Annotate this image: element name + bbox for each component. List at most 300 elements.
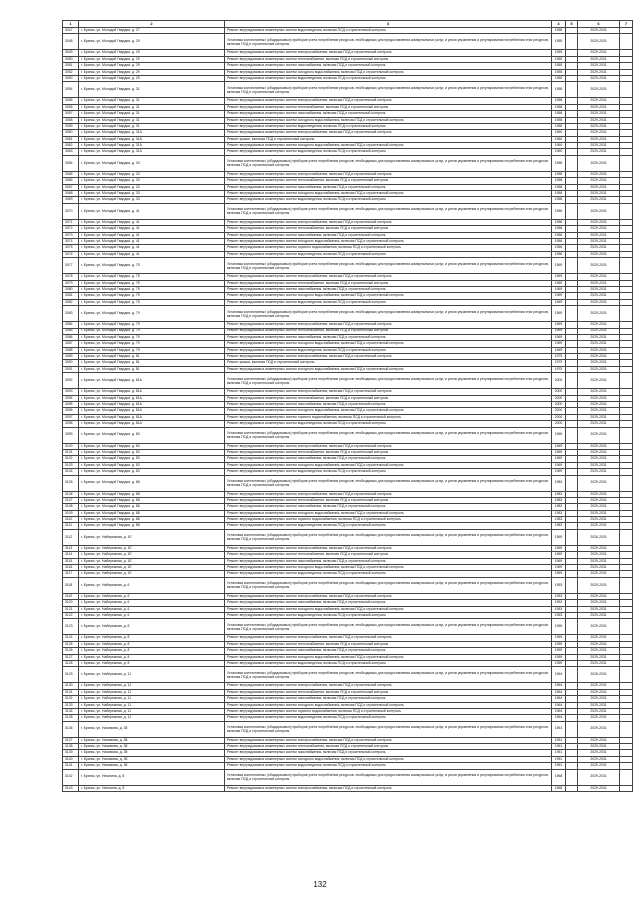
address-cell: г. Брянск, ул. Набережная, д. 8	[79, 648, 225, 654]
row-number: 3055	[63, 98, 79, 104]
row-number: 3077	[63, 258, 79, 274]
work-cell: Установка коллективных (общедомовых) приборов учета потребления ресурсов, необходимых для предоставления коммунальных услуг, и узлов управления и регулирования потребления этих ресурсов, включая ПСД и строительный контроль	[225, 203, 552, 219]
address-cell: г. Брянск, ул. Молодой Гвардии, д. 31	[79, 111, 225, 117]
year-cell: 1956	[552, 251, 566, 257]
period-cell: 2029-2031	[578, 750, 620, 756]
year-cell: 1968	[552, 785, 566, 791]
row-number: 3053	[63, 75, 79, 81]
period-cell: 2029-2031	[578, 82, 620, 98]
empty-cell	[620, 619, 633, 635]
address-cell: г. Брянск, ул. Молодой Гвардии, д. 83	[79, 427, 225, 443]
work-cell: Ремонт внутридомовых инженерных систем электроснабжения, включая ПСД и строительный контроль	[225, 737, 552, 743]
address-cell: г. Брянск, ул. Молодой Гвардии, д. 81А	[79, 395, 225, 401]
work-cell: Ремонт внутридомовых инженерных систем теплоснабжения, включая ПСД и строительный контроль	[225, 178, 552, 184]
work-cell: Ремонт внутридомовых инженерных систем газоснабжения, включая ПСД и строительный контроль	[225, 334, 552, 340]
year-cell: 1968	[552, 769, 566, 785]
period-cell: 2029-2031	[578, 414, 620, 420]
address-cell: г. Брянск, ул. Молодой Гвардии, д. 41	[79, 238, 225, 244]
work-cell: Ремонт внутридомовых инженерных систем водоотведения, включая ПСД и строительный контроль	[225, 469, 552, 475]
empty-cell	[620, 82, 633, 98]
address-cell: г. Брянск, ул. Молодой Гвардии, д. 33	[79, 171, 225, 177]
period-cell: 2029-2031	[578, 593, 620, 599]
work-cell: Ремонт внутридомовых инженерных систем горячего водоснабжения, включая ПСД и строительный контроль	[225, 245, 552, 251]
year-cell: 1958	[552, 191, 566, 197]
work-cell: Ремонт внутридомовых инженерных систем водоотведения, включая ПСД и строительный контроль	[225, 660, 552, 666]
period-cell: 2029-2031	[578, 354, 620, 360]
period-cell: 2029-2031	[578, 648, 620, 654]
table-row	[63, 203, 633, 219]
year-cell: 1969	[552, 286, 566, 292]
row-number: 3127	[63, 654, 79, 660]
period-cell: 2029-2031	[578, 654, 620, 660]
period-cell: 2029-2031	[578, 123, 620, 129]
period-cell: 2029-2031	[578, 635, 620, 641]
table-row	[63, 34, 633, 50]
empty-cell	[566, 306, 578, 322]
year-cell: 1969	[552, 469, 566, 475]
work-cell: Установка коллективных (общедомовых) приборов учета потребления ресурсов, необходимых для предоставления коммунальных услуг, и узлов управления и регулирования потребления этих ресурсов, включая ПСД и строительный контроль	[225, 529, 552, 545]
row-number: 3058	[63, 117, 79, 123]
work-cell: Ремонт внутридомовых инженерных систем водоотведения, включая ПСД и строительный контроль	[225, 28, 552, 34]
address-cell: г. Брянск, ул. Набережная, д. 8	[79, 635, 225, 641]
work-cell: Ремонт внутридомовых инженерных систем электроснабжения, включая ПСД и строительный контроль	[225, 274, 552, 280]
row-number: 3065	[63, 171, 79, 177]
year-cell: 2000	[552, 402, 566, 408]
work-cell: Ремонт внутридомовых инженерных систем теплоснабжения, включая ПСД и строительный контроль	[225, 744, 552, 750]
work-cell: Ремонт внутридомовых инженерных систем водоотведения, включая ПСД и строительный контроль	[225, 421, 552, 427]
period-cell: 2029-2031	[578, 341, 620, 347]
period-cell: 2029-2031	[578, 75, 620, 81]
address-cell: г. Брянск, ул. Молодой Гвардии, д. 41	[79, 245, 225, 251]
period-cell: 2029-2031	[578, 322, 620, 328]
table-row	[63, 785, 633, 791]
table-row	[63, 306, 633, 322]
year-cell: 1969	[552, 427, 566, 443]
year-cell: 1951	[552, 750, 566, 756]
year-cell: 1959	[552, 619, 566, 635]
work-cell: Установка коллективных (общедомовых) приборов учета потребления ресурсов, необходимых для предоставления коммунальных услуг, и узлов управления и регулирования потребления этих ресурсов, включая ПСД и строительный контроль	[225, 721, 552, 737]
empty-cell	[620, 475, 633, 491]
year-cell: 1964	[552, 683, 566, 689]
header-cell: 5	[566, 21, 578, 28]
work-cell: Ремонт внутридомовых инженерных систем холодного водоснабжения, включая ПСД и строительный контроль	[225, 143, 552, 149]
address-cell: г. Брянск, ул. Молодой Гвардии, д. 81А	[79, 373, 225, 389]
row-number: 3141	[63, 763, 79, 769]
period-cell: 2029-2031	[578, 600, 620, 606]
period-cell: 2029-2031	[578, 462, 620, 468]
work-cell: Ремонт внутридомовых инженерных систем холодного водоснабжения, включая ПСД и строительный контроль	[225, 341, 552, 347]
row-number: 3093	[63, 389, 79, 395]
address-cell: г. Брянск, ул. Молодой Гвардии, д. 31А	[79, 136, 225, 142]
work-cell: Ремонт внутридомовых инженерных систем газоснабжения, включая ПСД и строительный контроль	[225, 696, 552, 702]
period-cell: 2029-2031	[578, 660, 620, 666]
year-cell: 1958	[552, 111, 566, 117]
address-cell: г. Брянск, ул. Молодой Гвардии, д. 41	[79, 232, 225, 238]
row-number: 3092	[63, 373, 79, 389]
year-cell: 1959	[552, 654, 566, 660]
work-cell: Установка коллективных (общедомовых) приборов учета потребления ресурсов, необходимых для предоставления коммунальных услуг, и узлов управления и регулирования потребления этих ресурсов, включая ПСД и строительный контроль	[225, 667, 552, 683]
year-cell: 1956	[552, 226, 566, 232]
address-cell: г. Брянск, ул. Набережная, д. 1Е	[79, 571, 225, 577]
row-number: 3133	[63, 702, 79, 708]
work-cell: Ремонт внутридомовых инженерных систем водоотведения, включая ПСД и строительный контроль	[225, 251, 552, 257]
address-cell: г. Брянск, ул. Молодой Гвардии, д. 81	[79, 360, 225, 366]
empty-cell	[620, 769, 633, 785]
row-number: 3132	[63, 696, 79, 702]
table-row	[63, 82, 633, 98]
work-cell: Установка коллективных (общедомовых) приборов учета потребления ресурсов, необходимых для предоставления коммунальных услуг, и узлов управления и регулирования потребления этих ресурсов, включая ПСД и строительный контроль	[225, 769, 552, 785]
row-number: 3085	[63, 328, 79, 334]
address-cell: г. Брянск, ул. Молодой Гвардии, д. 75	[79, 280, 225, 286]
year-cell: 1983	[552, 523, 566, 529]
row-number: 3095	[63, 402, 79, 408]
year-cell: 1983	[552, 475, 566, 491]
period-cell: 2029-2031	[578, 558, 620, 564]
row-number: 3079	[63, 280, 79, 286]
empty-cell	[566, 529, 578, 545]
header-cell: 1	[63, 21, 79, 28]
work-cell: Ремонт внутридомовых инженерных систем водоотведения, включая ПСД и строительный контроль	[225, 613, 552, 619]
work-cell: Установка коллективных (общедомовых) приборов учета потребления ресурсов, необходимых для предоставления коммунальных услуг, и узлов управления и регулирования потребления этих ресурсов, включая ПСД и строительный контроль	[225, 577, 552, 593]
address-cell: г. Брянск, ул. Молодой Гвардии, д. 81А	[79, 421, 225, 427]
empty-cell	[566, 667, 578, 683]
empty-cell	[566, 203, 578, 219]
row-number: 3113	[63, 545, 79, 551]
period-cell: 2029-2031	[578, 510, 620, 516]
address-cell: г. Брянск, ул. Молодой Гвардии, д. 29	[79, 34, 225, 50]
work-cell: Ремонт внутридомовых инженерных систем водоотведения, включая ПСД и строительный контроль	[225, 763, 552, 769]
empty-cell	[566, 82, 578, 98]
address-cell: г. Брянск, ул. Молодой Гвардии, д. 31	[79, 123, 225, 129]
row-number: 3108	[63, 504, 79, 510]
period-cell: 2029-2031	[578, 258, 620, 274]
year-cell: 1951	[552, 744, 566, 750]
row-number: 3066	[63, 178, 79, 184]
row-number: 3068	[63, 191, 79, 197]
year-cell: 1951	[552, 721, 566, 737]
period-cell: 2029-2031	[578, 763, 620, 769]
address-cell: г. Брянск, ул. Молодой Гвардии, д. 81	[79, 354, 225, 360]
work-cell: Ремонт внутридомовых инженерных систем холодного водоснабжения, включая ПСД и строительный контроль	[225, 756, 552, 762]
address-cell: г. Брянск, ул. Набережная, д. 11	[79, 683, 225, 689]
row-number: 3126	[63, 648, 79, 654]
empty-cell	[566, 475, 578, 491]
row-number: 3122	[63, 613, 79, 619]
period-cell: 2029-2031	[578, 238, 620, 244]
period-cell: 2029-2031	[578, 606, 620, 612]
row-number: 3061	[63, 136, 79, 142]
year-cell: 1969	[552, 299, 566, 305]
work-cell: Ремонт внутридомовых инженерных систем холодного водоснабжения, включая ПСД и строительный контроль	[225, 462, 552, 468]
year-cell: 2000	[552, 395, 566, 401]
row-number: 3118	[63, 577, 79, 593]
row-number: 3084	[63, 322, 79, 328]
row-number: 3101	[63, 449, 79, 455]
work-cell: Ремонт внутридомовых инженерных систем холодного водоснабжения, включая ПСД и строительный контроль	[225, 606, 552, 612]
empty-cell	[620, 34, 633, 50]
work-cell: Ремонт внутридомовых инженерных систем газоснабжения, включая ПСД и строительный контроль	[225, 63, 552, 69]
row-number: 3143	[63, 785, 79, 791]
row-number: 3052	[63, 69, 79, 75]
address-cell: г. Брянск, ул. Молодой Гвардии, д. 31	[79, 117, 225, 123]
period-cell: 2029-2031	[578, 504, 620, 510]
address-cell: г. Брянск, ул. Молодой Гвардии, д. 79	[79, 347, 225, 353]
year-cell: 1958	[552, 82, 566, 98]
address-cell: г. Брянск, ул. Молодой Гвардии, д. 41	[79, 226, 225, 232]
address-cell: г. Брянск, ул. Молодой Гвардии, д. 88	[79, 517, 225, 523]
row-number: 3100	[63, 443, 79, 449]
work-cell: Ремонт внутридомовых инженерных систем газоснабжения, включая ПСД и строительный контроль	[225, 402, 552, 408]
work-cell: Ремонт внутридомовых инженерных систем теплоснабжения, включая ПСД и строительный контроль	[225, 552, 552, 558]
year-cell: 1969	[552, 529, 566, 545]
period-cell: 2029-2031	[578, 28, 620, 34]
row-number: 3089	[63, 354, 79, 360]
year-cell: 1951	[552, 756, 566, 762]
work-cell: Установка коллективных (общедомовых) приборов учета потребления ресурсов, необходимых для предоставления коммунальных услуг, и узлов управления и регулирования потребления этих ресурсов, включая ПСД и строительный контроль	[225, 427, 552, 443]
period-cell: 2029-2031	[578, 299, 620, 305]
address-cell: г. Брянск, ул. Набережная, д. 1Е	[79, 558, 225, 564]
work-cell: Ремонт внутридомовых инженерных систем электроснабжения, включая ПСД и строительный контроль	[225, 593, 552, 599]
header-cell: 4	[552, 21, 566, 28]
address-cell: г. Брянск, ул. Набережная, д. 6	[79, 600, 225, 606]
address-cell: г. Брянск, ул. Молодой Гвардии, д. 29	[79, 56, 225, 62]
period-cell: 2029-2031	[578, 293, 620, 299]
row-number: 3140	[63, 756, 79, 762]
work-cell: Ремонт внутридомовых инженерных систем электроснабжения, включая ПСД и строительный контроль	[225, 545, 552, 551]
work-cell: Ремонт внутридомовых инженерных систем холодного водоснабжения, включая ПСД и строительный контроль	[225, 510, 552, 516]
empty-cell	[620, 427, 633, 443]
period-cell: 2029-2031	[578, 136, 620, 142]
address-cell: г. Брянск, ул. Молодой Гвардии, д. 83	[79, 449, 225, 455]
year-cell: 1955	[552, 75, 566, 81]
header-cell: 3	[225, 21, 552, 28]
year-cell: 1958	[552, 28, 566, 34]
period-cell: 2029-2031	[578, 449, 620, 455]
address-cell: г. Брянск, ул. Набережная, д. 1Е	[79, 552, 225, 558]
row-number: 3117	[63, 571, 79, 577]
row-number: 3056	[63, 104, 79, 110]
address-cell: г. Брянск, ул. Молодой Гвардии, д. 79	[79, 328, 225, 334]
period-cell: 2029-2031	[578, 56, 620, 62]
work-cell: Ремонт внутридомовых инженерных систем теплоснабжения, включая ПСД и строительный контроль	[225, 395, 552, 401]
work-cell: Ремонт внутридомовых инженерных систем газоснабжения, включая ПСД и строительный контроль	[225, 558, 552, 564]
table-row	[63, 373, 633, 389]
year-cell: 1960	[552, 130, 566, 136]
row-number: 3060	[63, 130, 79, 136]
address-cell: г. Брянск, ул. Молодой Гвардии, д. 31	[79, 82, 225, 98]
work-cell: Ремонт внутридомовых инженерных систем водоотведения, включая ПСД и строительный контроль	[225, 149, 552, 155]
address-cell: г. Брянск, ул. Набережная, д. 11	[79, 702, 225, 708]
period-cell: 2029-2031	[578, 769, 620, 785]
year-cell: 1975	[552, 354, 566, 360]
row-number: 3081	[63, 293, 79, 299]
year-cell: 1959	[552, 635, 566, 641]
work-cell: Ремонт внутридомовых инженерных систем холодного водоснабжения, включая ПСД и строительный контроль	[225, 293, 552, 299]
work-cell: Ремонт внутридомовых инженерных систем электроснабжения, включая ПСД и строительный контроль	[225, 443, 552, 449]
empty-cell	[620, 667, 633, 683]
work-cell: Установка коллективных (общедомовых) приборов учета потребления ресурсов, необходимых для предоставления коммунальных услуг, и узлов управления и регулирования потребления этих ресурсов, включая ПСД и строительный контроль	[225, 475, 552, 491]
period-cell: 2029-2031	[578, 286, 620, 292]
work-cell: Ремонт внутридомовых инженерных систем газоснабжения, включая ПСД и строительный контроль	[225, 456, 552, 462]
work-cell: Ремонт внутридомовых инженерных систем теплоснабжения, включая ПСД и строительный контроль	[225, 328, 552, 334]
work-cell: Ремонт внутридомовых инженерных систем электроснабжения, включая ПСД и строительный контроль	[225, 219, 552, 225]
work-cell: Ремонт внутридомовых инженерных систем водоотведения, включая ПСД и строительный контроль	[225, 347, 552, 353]
work-cell: Ремонт внутридомовых инженерных систем электроснабжения, включая ПСД и строительный контроль	[225, 354, 552, 360]
work-cell: Ремонт внутридомовых инженерных систем электроснабжения, включая ПСД и строительный контроль	[225, 171, 552, 177]
row-number: 3119	[63, 593, 79, 599]
row-number: 3075	[63, 245, 79, 251]
empty-cell	[620, 155, 633, 171]
address-cell: г. Брянск, ул. Набережная, д. 11	[79, 708, 225, 714]
period-cell: 2029-2031	[578, 334, 620, 340]
empty-cell	[566, 721, 578, 737]
work-cell: Установка коллективных (общедомовых) приборов учета потребления ресурсов, необходимых для предоставления коммунальных услуг, и узлов управления и регулирования потребления этих ресурсов, включая ПСД и строительный контроль	[225, 258, 552, 274]
year-cell: 1969	[552, 258, 566, 274]
address-cell: г. Брянск, ул. Нахимова, д. 38	[79, 756, 225, 762]
period-cell: 2029-2031	[578, 111, 620, 117]
work-cell: Ремонт внутридомовых инженерных систем газоснабжения, включая ПСД и строительный контроль	[225, 648, 552, 654]
work-cell: Ремонт внутридомовых инженерных систем холодного водоснабжения, включая ПСД и строительный контроль	[225, 69, 552, 75]
year-cell: 1969	[552, 558, 566, 564]
address-cell: г. Брянск, ул. Молодой Гвардии, д. 81	[79, 366, 225, 372]
year-cell: 1955	[552, 56, 566, 62]
row-number: 3049	[63, 50, 79, 56]
period-cell: 2029-2031	[578, 545, 620, 551]
year-cell: 1956	[552, 245, 566, 251]
year-cell: 1956	[552, 219, 566, 225]
empty-cell	[566, 619, 578, 635]
address-cell: г. Брянск, ул. Молодой Гвардии, д. 33	[79, 155, 225, 171]
period-cell: 2029-2031	[578, 683, 620, 689]
empty-cell	[620, 577, 633, 593]
works-table	[62, 20, 633, 792]
address-cell: г. Брянск, ул. Молодой Гвардии, д. 81А	[79, 402, 225, 408]
period-cell: 2029-2031	[578, 785, 620, 791]
header-cell: 7	[620, 21, 633, 28]
address-cell: г. Брянск, ул. Набережная, д. 11	[79, 696, 225, 702]
row-number: 3115	[63, 558, 79, 564]
row-number: 3105	[63, 475, 79, 491]
address-cell: г. Брянск, ул. Молодой Гвардии, д. 33	[79, 178, 225, 184]
row-number: 3076	[63, 251, 79, 257]
work-cell: Установка коллективных (общедомовых) приборов учета потребления ресурсов, необходимых для предоставления коммунальных услуг, и узлов управления и регулирования потребления этих ресурсов, включая ПСД и строительный контроль	[225, 619, 552, 635]
work-cell: Ремонт внутридомовых инженерных систем холодного водоснабжения, включая ПСД и строительный контроль	[225, 238, 552, 244]
row-number: 3107	[63, 497, 79, 503]
year-cell: 2000	[552, 389, 566, 395]
address-cell: г. Брянск, ул. Некигина, д. 8	[79, 785, 225, 791]
year-cell: 1951	[552, 737, 566, 743]
address-cell: г. Брянск, ул. Нахимова, д. 38	[79, 737, 225, 743]
row-number: 3080	[63, 286, 79, 292]
year-cell: 1969	[552, 322, 566, 328]
period-cell: 2029-2031	[578, 245, 620, 251]
row-number: 3142	[63, 769, 79, 785]
period-cell: 2029-2031	[578, 756, 620, 762]
address-cell: г. Брянск, ул. Молодой Гвардии, д. 41	[79, 203, 225, 219]
address-cell: г. Брянск, ул. Набережная, д. 6	[79, 613, 225, 619]
row-number: 3088	[63, 347, 79, 353]
address-cell: г. Брянск, ул. Набережная, д. 6	[79, 593, 225, 599]
work-cell: Ремонт внутридомовых инженерных систем водоотведения, включая ПСД и строительный контроль	[225, 523, 552, 529]
work-cell: Ремонт внутридомовых инженерных систем теплоснабжения, включая ПСД и строительный контроль	[225, 104, 552, 110]
address-cell: г. Брянск, ул. Набережная, д. 8	[79, 660, 225, 666]
year-cell: 1951	[552, 763, 566, 769]
year-cell: 1975	[552, 366, 566, 372]
year-cell: 1969	[552, 306, 566, 322]
row-number: 3059	[63, 123, 79, 129]
year-cell: 1955	[552, 50, 566, 56]
year-cell: 1958	[552, 197, 566, 203]
year-cell: 1983	[552, 491, 566, 497]
year-cell: 1955	[552, 34, 566, 50]
address-cell: г. Брянск, ул. Молодой Гвардии, д. 79	[79, 322, 225, 328]
row-number: 3123	[63, 619, 79, 635]
row-number: 3102	[63, 456, 79, 462]
period-cell: 2029-2031	[578, 696, 620, 702]
empty-cell	[620, 529, 633, 545]
work-cell: Ремонт внутридомовых инженерных систем теплоснабжения, включая ПСД и строительный контроль	[225, 280, 552, 286]
year-cell: 1969	[552, 334, 566, 340]
row-number: 3125	[63, 641, 79, 647]
row-number: 3062	[63, 143, 79, 149]
address-cell: г. Брянск, ул. Молодой Гвардии, д. 31	[79, 98, 225, 104]
address-cell: г. Брянск, ул. Молодой Гвардии, д. 88	[79, 510, 225, 516]
address-cell: г. Брянск, ул. Молодой Гвардии, д. 29	[79, 50, 225, 56]
row-number: 3090	[63, 360, 79, 366]
row-number: 3071	[63, 219, 79, 225]
year-cell: 1958	[552, 184, 566, 190]
empty-cell	[620, 373, 633, 389]
year-cell: 2000	[552, 414, 566, 420]
year-cell: 1958	[552, 178, 566, 184]
empty-cell	[566, 427, 578, 443]
address-cell: г. Брянск, ул. Молодой Гвардии, д. 29	[79, 69, 225, 75]
work-cell: Ремонт внутридомовых инженерных систем электроснабжения, включая ПСД и строительный контроль	[225, 98, 552, 104]
work-cell: Ремонт внутридомовых инженерных систем теплоснабжения, включая ПСД и строительный контроль	[225, 449, 552, 455]
work-cell: Ремонт внутридомовых инженерных систем холодного водоснабжения, включая ПСД и строительный контроль	[225, 117, 552, 123]
address-cell: г. Брянск, ул. Набережная, д. 8	[79, 641, 225, 647]
work-cell: Ремонт внутридомовых инженерных систем холодного водоснабжения, включая ПСД и строительный контроль	[225, 191, 552, 197]
row-number: 3110	[63, 517, 79, 523]
period-cell: 2029-2031	[578, 360, 620, 366]
period-cell: 2029-2031	[578, 491, 620, 497]
address-cell: г. Брянск, ул. Набережная, д. 6	[79, 577, 225, 593]
row-number: 3131	[63, 689, 79, 695]
year-cell: 1956	[552, 238, 566, 244]
year-cell: 1956	[552, 203, 566, 219]
address-cell: г. Брянск, ул. Нахимова, д. 38	[79, 721, 225, 737]
work-cell: Ремонт внутридомовых инженерных систем газоснабжения, включая ПСД и строительный контроль	[225, 504, 552, 510]
period-cell: 2029-2031	[578, 347, 620, 353]
work-cell: Установка коллективных (общедомовых) приборов учета потребления ресурсов, необходимых для предоставления коммунальных услуг, и узлов управления и регулирования потребления этих ресурсов, включая ПСД и строительный контроль	[225, 306, 552, 322]
period-cell: 2029-2031	[578, 203, 620, 219]
work-cell: Ремонт внутридомовых инженерных систем электроснабжения, включая ПСД и строительный контроль	[225, 491, 552, 497]
address-cell: г. Брянск, ул. Молодой Гвардии, д. 83	[79, 462, 225, 468]
period-cell: 2029-2031	[578, 191, 620, 197]
year-cell: 1983	[552, 510, 566, 516]
year-cell: 1953	[552, 600, 566, 606]
empty-cell	[566, 577, 578, 593]
period-cell: 2029-2031	[578, 232, 620, 238]
row-number: 3094	[63, 395, 79, 401]
address-cell: г. Брянск, ул. Молодой Гвардии, д. 88	[79, 475, 225, 491]
period-cell: 2029-2031	[578, 523, 620, 529]
address-cell: г. Брянск, ул. Нахимова, д. 38	[79, 763, 225, 769]
work-cell: Ремонт крыши, включая ПСД и строительный контроль	[225, 360, 552, 366]
work-cell: Ремонт внутридомовых инженерных систем газоснабжения, включая ПСД и строительный контроль	[225, 286, 552, 292]
address-cell: г. Брянск, ул. Нахимова, д. 38	[79, 744, 225, 750]
empty-cell	[620, 721, 633, 737]
